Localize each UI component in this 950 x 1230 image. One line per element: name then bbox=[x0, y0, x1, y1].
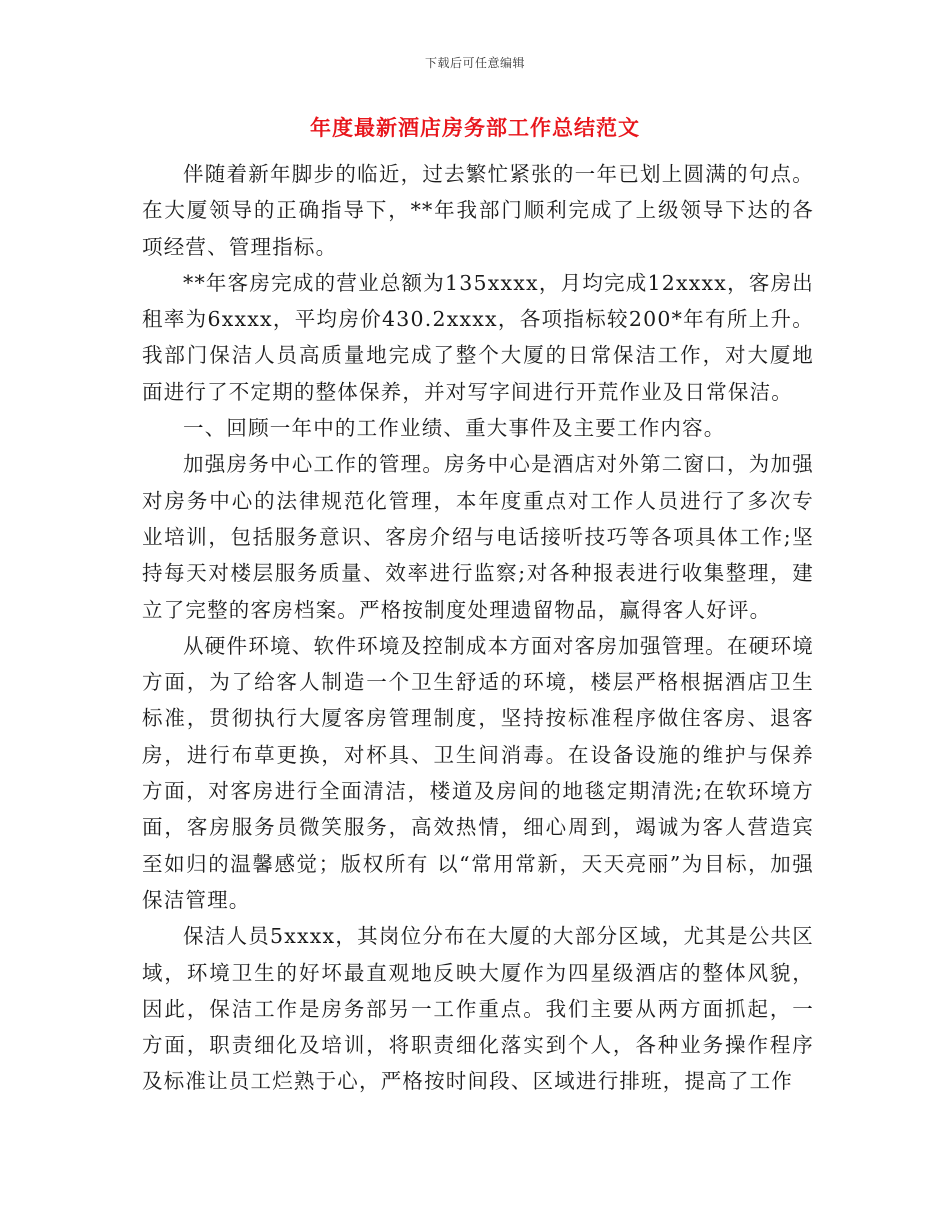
paragraph-environment: 从硬件环境、软件环境及控制成本方面对客房加强管理。在硬环境方面，为了给客人制造一个卫生舒适的环境，楼层严格根据酒店卫生标准，贯彻执行大厦客房管理制度，坚持按标准程序做住客房、退客房，进行布草更换，对杯具、卫生间消毒。在设备设施的维护与保养方面，对客房进行全面清洁，楼道及房间的地毯定期清洗;在软环境方面，客房服务员微笑服务，高效热情，细心周到，竭诚为客人营造宾至如归的温馨感觉；版权所有 以“常用常新，天天亮丽”为目标，加强保洁管理。 bbox=[142, 633, 814, 912]
paragraph-room-center: 加强房务中心工作的管理。房务中心是酒店对外第二窗口，为加强对房务中心的法律规范化管理，本年度重点对工作人员进行了多次专业培训，包括服务意识、客房介绍与电话接听技巧等各项具体工作;坚持每天对楼层服务质量、效率进行监察;对各种报表进行收集整理，建立了完整的客房档案。严格按制度处理遗留物品，赢得客人好评。 bbox=[142, 452, 814, 622]
paragraph-intro: 伴随着新年脚步的临近，过去繁忙紧张的一年已划上圆满的句点。在大厦领导的正确指导下，**年我部门顺利完成了上级领导下达的各项经营、管理指标。 bbox=[142, 162, 814, 259]
document-title: 年度最新酒店房务部工作总结范文 bbox=[310, 115, 640, 140]
paragraph-section-heading: 一、回顾一年中的工作业绩、重大事件及主要工作内容。 bbox=[183, 416, 726, 441]
document-body bbox=[142, 156, 814, 1100]
header-note: 下载后可任意编辑 bbox=[424, 56, 525, 70]
paragraph-revenue: **年客房完成的营业总额为135xxxx，月均完成12xxxx，客房出租率为6xxxx，平均房价430.2xxxx，各项指标较200*年有所上升。我部门保洁人员高质量地完成了整个大厦的日常保洁工作，对大厦地面进行了不定期的整体保养，并对写字间进行开荒作业及日常保洁。 bbox=[142, 270, 814, 404]
paragraph-cleaning-staff: 保洁人员5xxxx，其岗位分布在大厦的大部分区域，尤其是公共区域，环境卫生的好坏最直观地反映大厦作为四星级酒店的整体风貌，因此，保洁工作是房务部另一工作重点。我们主要从两方面抓起，一方面，职责细化及培训，将职责细化落实到个人，各种业务操作程序及标准让员工烂熟于心，严格按时间段、区域进行排班，提高了工作 bbox=[142, 924, 814, 1094]
